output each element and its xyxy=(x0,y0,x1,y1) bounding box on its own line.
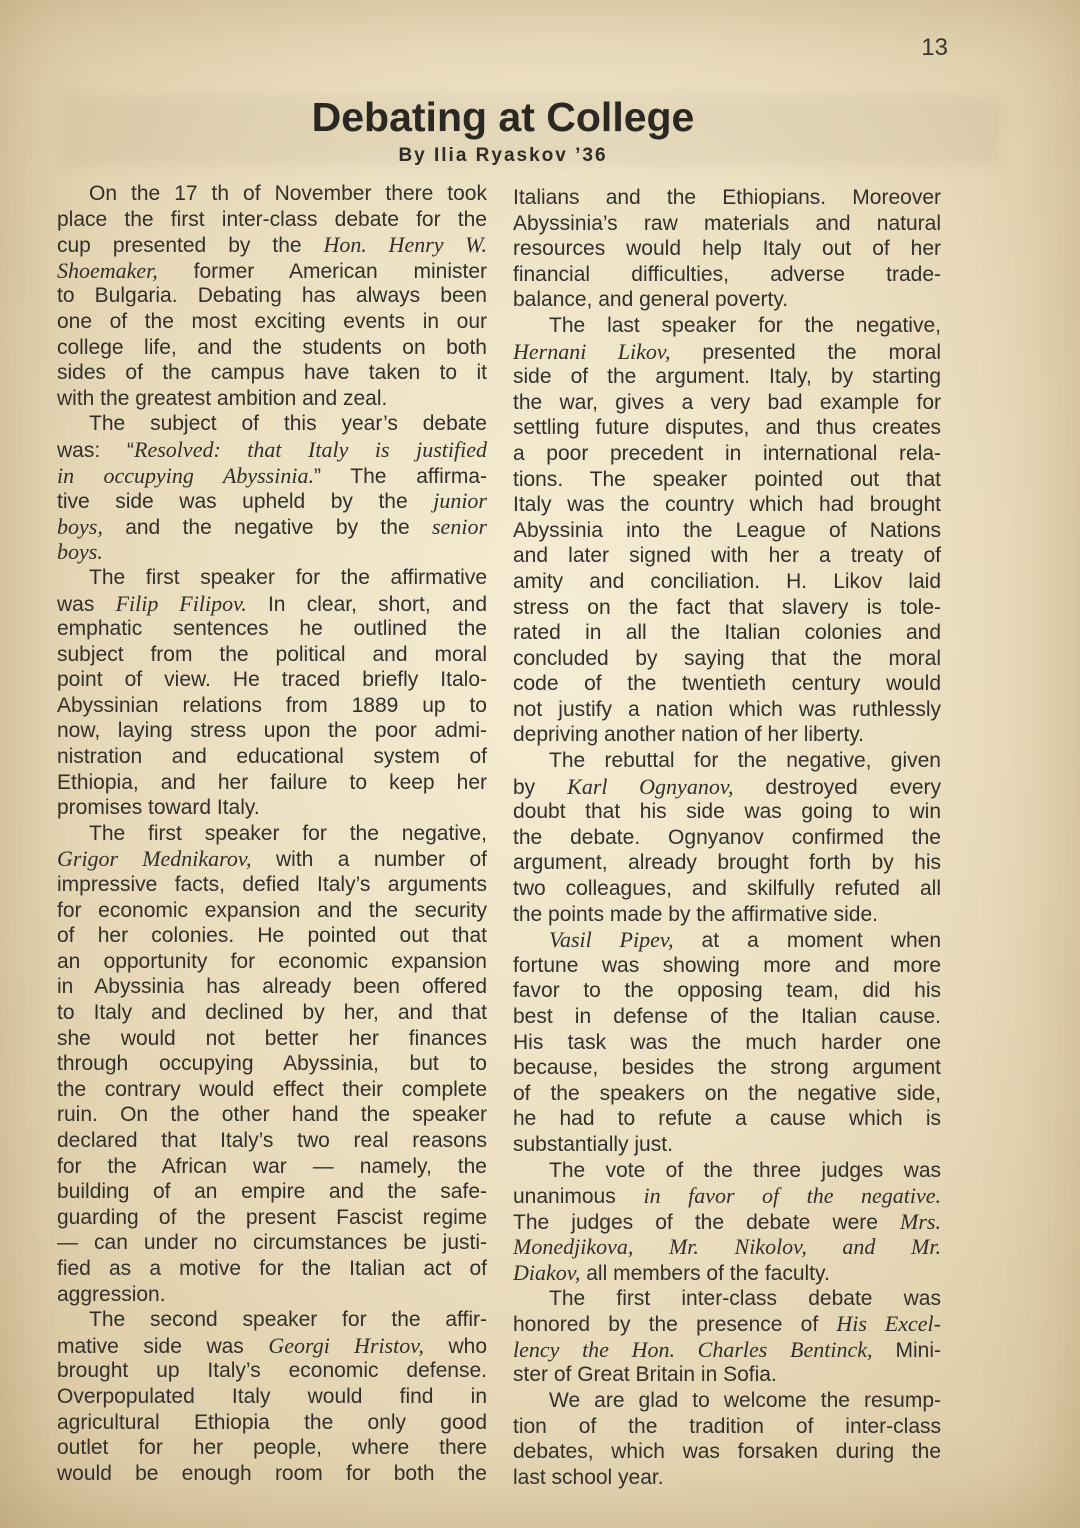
italic-text-run: Grigor Mednikarov, xyxy=(57,846,252,872)
text-line xyxy=(513,1362,941,1388)
italic-text-run: lency the Hon. Charles Bentinck, xyxy=(513,1336,873,1362)
text-run: rated in all the Italian colonies and xyxy=(513,621,941,645)
text-run: emphatic sentences he outlined the xyxy=(57,617,487,641)
text-run: honored by the presence of xyxy=(513,1313,837,1337)
text-line xyxy=(513,850,941,876)
text-run: he had to refute a cause which is xyxy=(513,1107,941,1131)
text-run: On the 17 th of November there took xyxy=(89,182,487,205)
text-run: Ethiopia, and her failure to keep her xyxy=(57,770,487,794)
text-line xyxy=(57,463,487,489)
text-line xyxy=(513,1106,941,1132)
text-run: presented the moral xyxy=(670,340,941,364)
text-line xyxy=(57,846,487,872)
text-line xyxy=(513,1388,941,1414)
text-line xyxy=(57,1384,487,1410)
text-run: — can under no circumstances be justi- xyxy=(57,1231,487,1255)
text-line xyxy=(513,1414,941,1440)
text-line xyxy=(513,902,941,928)
text-line xyxy=(57,591,487,617)
text-line xyxy=(513,441,941,467)
text-run: Italians and the Ethiopians. Moreover xyxy=(513,186,941,209)
italic-text-run: Hon. Henry W. xyxy=(323,232,487,258)
text-run: His task was the much harder one xyxy=(513,1030,941,1054)
text-run: The first speaker for the negative, xyxy=(89,821,487,845)
text-run: fortune was showing more and more xyxy=(513,953,941,977)
text-run: who xyxy=(423,1334,487,1358)
text-line xyxy=(513,185,941,211)
text-line xyxy=(513,543,941,569)
text-run: code of the twentieth century would xyxy=(513,672,941,696)
italic-text-run: in favor of the negative. xyxy=(643,1183,941,1209)
text-run: The subject of this year’s debate xyxy=(89,412,487,436)
text-run: for economic expansion and the security xyxy=(57,898,487,922)
text-line xyxy=(57,872,487,898)
article-byline: By Ilia Ryaskov ’36 xyxy=(398,145,608,166)
text-line xyxy=(57,411,487,437)
italic-text-run: in occupying Abyssinia. xyxy=(57,462,314,488)
text-run: debates, which was forsaken during the xyxy=(513,1440,941,1464)
text-line xyxy=(513,1132,941,1158)
text-line xyxy=(513,569,941,595)
text-run: Abyssinia’s raw materials and natural xyxy=(513,211,941,235)
italic-text-run: boys, xyxy=(57,513,103,539)
text-run: doubt that his side was going to win xyxy=(513,800,941,824)
text-line xyxy=(513,518,941,544)
text-run: depriving another nation of her liberty. xyxy=(513,723,864,747)
text-run: agricultural Ethiopia the only good xyxy=(57,1410,487,1434)
text-run: building of an empire and the safe- xyxy=(57,1180,487,1204)
text-run: to Italy and declined by her, and that xyxy=(57,1001,487,1024)
italic-text-run: Filip Filipov. xyxy=(115,590,247,616)
text-line xyxy=(57,795,487,821)
text-run: with the greatest ambition and zeal. xyxy=(57,386,388,410)
text-line xyxy=(57,360,487,386)
text-run: concluded by saying that the moral xyxy=(513,646,941,670)
text-run: favor to the opposing team, did his xyxy=(513,979,941,1003)
text-run: and the negative by the xyxy=(102,515,432,539)
text-line xyxy=(57,565,487,591)
text-line xyxy=(57,386,487,412)
text-run: The second speaker for the affir- xyxy=(89,1308,487,1332)
text-run: Abyssinia into the League of Nations xyxy=(513,518,941,542)
text-run: mative side was xyxy=(57,1334,269,1358)
text-line xyxy=(513,364,941,390)
text-run: the points made by the affirmative side. xyxy=(513,902,878,926)
text-run: the contrary would effect their complete xyxy=(57,1077,487,1101)
text-run: The last speaker for the negative, xyxy=(549,313,941,337)
text-line xyxy=(513,1209,941,1235)
text-run: of her colonies. He pointed out that xyxy=(57,924,487,948)
text-run: subject from the political and moral xyxy=(57,642,487,666)
text-line xyxy=(57,437,487,463)
text-line xyxy=(513,825,941,851)
text-run: because, besides the strong argument xyxy=(513,1056,941,1080)
text-line xyxy=(57,207,487,233)
text-line xyxy=(513,722,941,748)
text-run: guarding of the present Fascist regime xyxy=(57,1205,487,1229)
text-run: brought up Italy’s economic defense. xyxy=(57,1359,487,1383)
text-run: Abyssinian relations from 1889 up to xyxy=(57,693,487,717)
text-run: cup presented by the xyxy=(57,234,324,258)
text-line xyxy=(513,467,941,493)
text-run: two colleagues, and skilfully refuted all xyxy=(513,877,941,901)
text-line xyxy=(57,1230,487,1256)
text-run: ” The affirma- xyxy=(313,464,487,488)
text-line xyxy=(57,232,487,258)
italic-text-run: senior xyxy=(432,513,487,539)
italic-text-run: junior xyxy=(433,488,487,514)
text-run: through occupying Abyssinia, but to xyxy=(57,1052,487,1076)
page-number: 13 xyxy=(921,34,948,61)
text-line xyxy=(513,876,941,902)
text-line xyxy=(513,1081,941,1107)
text-line xyxy=(57,1333,487,1359)
text-run: now, laying stress upon the poor admi- xyxy=(57,719,487,743)
text-run: stress on the fact that slavery is tole- xyxy=(513,595,941,619)
text-line xyxy=(57,616,487,642)
text-run: We are glad to welcome the resump- xyxy=(549,1388,941,1412)
text-line xyxy=(57,1410,487,1436)
text-line xyxy=(513,1030,941,1056)
italic-text-run: Vasil Pipev, xyxy=(549,927,674,953)
article-title: Debating at College xyxy=(311,94,695,140)
text-line xyxy=(57,718,487,744)
text-line xyxy=(513,236,941,262)
text-run: The first inter-class debate was xyxy=(549,1286,941,1310)
text-line xyxy=(513,415,941,441)
text-run: declared that Italy’s two real reasons xyxy=(57,1128,487,1152)
text-run: amity and conciliation. H. Likov laid xyxy=(513,569,941,593)
text-run: The rebuttal for the negative, given xyxy=(549,749,941,773)
text-line xyxy=(513,262,941,288)
text-line xyxy=(57,1154,487,1180)
paragraph xyxy=(513,1388,941,1490)
text-run: would be enough room for both the xyxy=(57,1461,487,1485)
text-run: aggression. xyxy=(57,1282,166,1306)
text-line xyxy=(513,1465,941,1491)
text-run: ruin. On the other hand the speaker xyxy=(57,1103,487,1127)
text-line xyxy=(513,1183,941,1209)
text-run: financial difficulties, adverse trade- xyxy=(513,262,941,286)
text-run: impressive facts, defied Italy’s arguments xyxy=(57,873,487,897)
text-run: argument, already brought forth by his xyxy=(513,851,941,875)
text-line xyxy=(57,181,487,207)
text-run: point of view. He traced briefly Italo- xyxy=(57,668,487,692)
paragraph xyxy=(513,185,941,313)
paragraph xyxy=(57,821,487,1307)
text-line xyxy=(57,283,487,309)
text-line xyxy=(57,514,487,540)
text-run: a poor precedent in international rela- xyxy=(513,441,941,465)
text-line xyxy=(57,1051,487,1077)
text-run: In clear, short, and xyxy=(246,592,487,616)
text-run: settling future disputes, and thus creates xyxy=(513,416,941,440)
text-line xyxy=(513,953,941,979)
paragraph xyxy=(513,927,941,1157)
text-run: The vote of the three judges was xyxy=(549,1158,941,1182)
text-line xyxy=(57,744,487,770)
text-line xyxy=(57,923,487,949)
italic-text-run: His Excel- xyxy=(836,1311,941,1337)
text-line xyxy=(57,539,487,565)
text-line xyxy=(513,1055,941,1081)
italic-text-run: Diakov, xyxy=(513,1259,581,1285)
text-line xyxy=(513,211,941,237)
text-line xyxy=(57,693,487,719)
text-line xyxy=(57,898,487,924)
text-line xyxy=(57,949,487,975)
text-line xyxy=(513,978,941,1004)
text-run: fied as a motive for the Italian act of xyxy=(57,1256,487,1280)
text-line xyxy=(57,1256,487,1282)
italic-text-run: Georgi Hristov, xyxy=(268,1332,424,1358)
text-run: nistration and educational system of xyxy=(57,745,487,769)
text-run: ster of Great Britain in Sofia. xyxy=(513,1363,777,1387)
text-run: tions. The speaker pointed out that xyxy=(513,467,941,491)
text-run: best in defense of the Italian cause. xyxy=(513,1005,941,1028)
text-line xyxy=(513,1158,941,1184)
text-line xyxy=(513,799,941,825)
text-line xyxy=(513,1234,941,1260)
text-run: place the first inter-class debate for the xyxy=(57,207,487,231)
italic-text-run: Monedjikova, Mr. Nikolov, and Mr. xyxy=(513,1234,941,1260)
paragraph xyxy=(57,565,487,821)
text-run: substantially just. xyxy=(513,1132,673,1156)
italic-text-run: Hernani Likov, xyxy=(513,338,671,364)
text-line xyxy=(513,774,941,800)
text-run: The judges of the debate were xyxy=(513,1210,901,1234)
text-run: by xyxy=(513,775,568,799)
text-run: balance, and general poverty. xyxy=(513,288,789,312)
text-line xyxy=(57,1435,487,1461)
text-line xyxy=(513,620,941,646)
text-run: former American minister xyxy=(157,259,487,283)
italic-text-run: boys. xyxy=(57,539,103,565)
text-run: with a number of xyxy=(251,848,487,872)
text-line xyxy=(513,287,941,313)
text-run: all members of the faculty. xyxy=(580,1261,830,1285)
text-line xyxy=(513,671,941,697)
text-line xyxy=(513,646,941,672)
text-line xyxy=(513,927,941,953)
text-line xyxy=(57,667,487,693)
text-run: in Abyssinia has already been offered xyxy=(57,975,487,999)
text-run: the debate. Ognyanov confirmed the xyxy=(513,825,941,849)
text-line xyxy=(57,335,487,361)
text-line xyxy=(513,1260,941,1286)
paragraph xyxy=(57,411,487,565)
text-line xyxy=(57,488,487,514)
paragraph xyxy=(513,1158,941,1286)
text-line xyxy=(57,770,487,796)
text-line xyxy=(513,339,941,365)
italic-text-run: Karl Ognyanov, xyxy=(567,773,734,799)
text-run: Mini- xyxy=(872,1338,941,1362)
text-run: destroyed every xyxy=(733,775,941,799)
right-text-column xyxy=(513,185,941,1490)
text-run: an opportunity for economic expansion xyxy=(57,949,487,973)
text-run: promises toward Italy. xyxy=(57,796,260,820)
text-line xyxy=(57,1307,487,1333)
text-run: The first speaker for the affirmative xyxy=(89,565,487,589)
text-line xyxy=(513,748,941,774)
text-line xyxy=(57,1461,487,1487)
text-line xyxy=(513,492,941,518)
text-line xyxy=(57,1179,487,1205)
text-line xyxy=(57,309,487,335)
text-line xyxy=(57,1000,487,1026)
text-line xyxy=(57,1358,487,1384)
text-run: the war, gives a very bad example for xyxy=(513,390,941,414)
text-line xyxy=(57,1128,487,1154)
text-run: sides of the campus have taken to it xyxy=(57,361,487,385)
text-line xyxy=(513,313,941,339)
text-line xyxy=(513,595,941,621)
paragraph xyxy=(57,181,487,411)
text-line xyxy=(57,974,487,1000)
paragraph xyxy=(513,748,941,927)
italic-text-run: Shoemaker, xyxy=(57,257,158,283)
text-run: she would not better her finances xyxy=(57,1026,487,1050)
paragraph xyxy=(513,1286,941,1388)
text-line xyxy=(513,1286,941,1312)
text-line xyxy=(513,1004,941,1030)
paragraph xyxy=(513,313,941,748)
text-run: tion of the tradition of inter-class xyxy=(513,1414,941,1438)
text-line xyxy=(57,258,487,284)
text-run: was: “ xyxy=(57,438,135,462)
text-run: college life, and the students on both xyxy=(57,335,487,359)
text-run: outlet for her people, where there xyxy=(57,1436,487,1460)
text-run: unanimous xyxy=(513,1185,644,1209)
italic-text-run: Mrs. xyxy=(900,1208,941,1234)
text-line xyxy=(57,1205,487,1231)
text-line xyxy=(513,697,941,723)
text-line xyxy=(513,1311,941,1337)
text-line xyxy=(57,821,487,847)
left-text-column xyxy=(57,181,487,1486)
text-line xyxy=(513,1337,941,1363)
text-line xyxy=(57,1077,487,1103)
text-line xyxy=(57,1102,487,1128)
text-run: to Bulgaria. Debating has always been xyxy=(57,284,487,308)
text-run: and later signed with her a treaty of xyxy=(513,544,941,568)
paragraph xyxy=(57,1307,487,1486)
text-run: of the speakers on the negative side, xyxy=(513,1081,941,1105)
text-run: not justify a nation which was ruthlessly xyxy=(513,697,941,721)
text-run: one of the most exciting events in our xyxy=(57,309,487,333)
text-run: at a moment when xyxy=(673,929,941,953)
text-line xyxy=(513,390,941,416)
text-line xyxy=(513,1439,941,1465)
text-run: Italy was the country which had brought xyxy=(513,493,941,517)
text-line xyxy=(57,1282,487,1308)
text-run: for the African war — namely, the xyxy=(57,1154,487,1178)
italic-text-run: Resolved: that Italy is justified xyxy=(134,436,487,462)
text-run: last school year. xyxy=(513,1465,664,1489)
text-run: resources would help Italy out of her xyxy=(513,237,941,261)
text-line xyxy=(57,642,487,668)
text-run: was xyxy=(57,592,116,616)
text-run: tive side was upheld by the xyxy=(57,490,434,514)
text-line xyxy=(57,1026,487,1052)
text-run: side of the argument. Italy, by starting xyxy=(513,365,941,389)
text-run: Overpopulated Italy would find in xyxy=(57,1384,487,1408)
